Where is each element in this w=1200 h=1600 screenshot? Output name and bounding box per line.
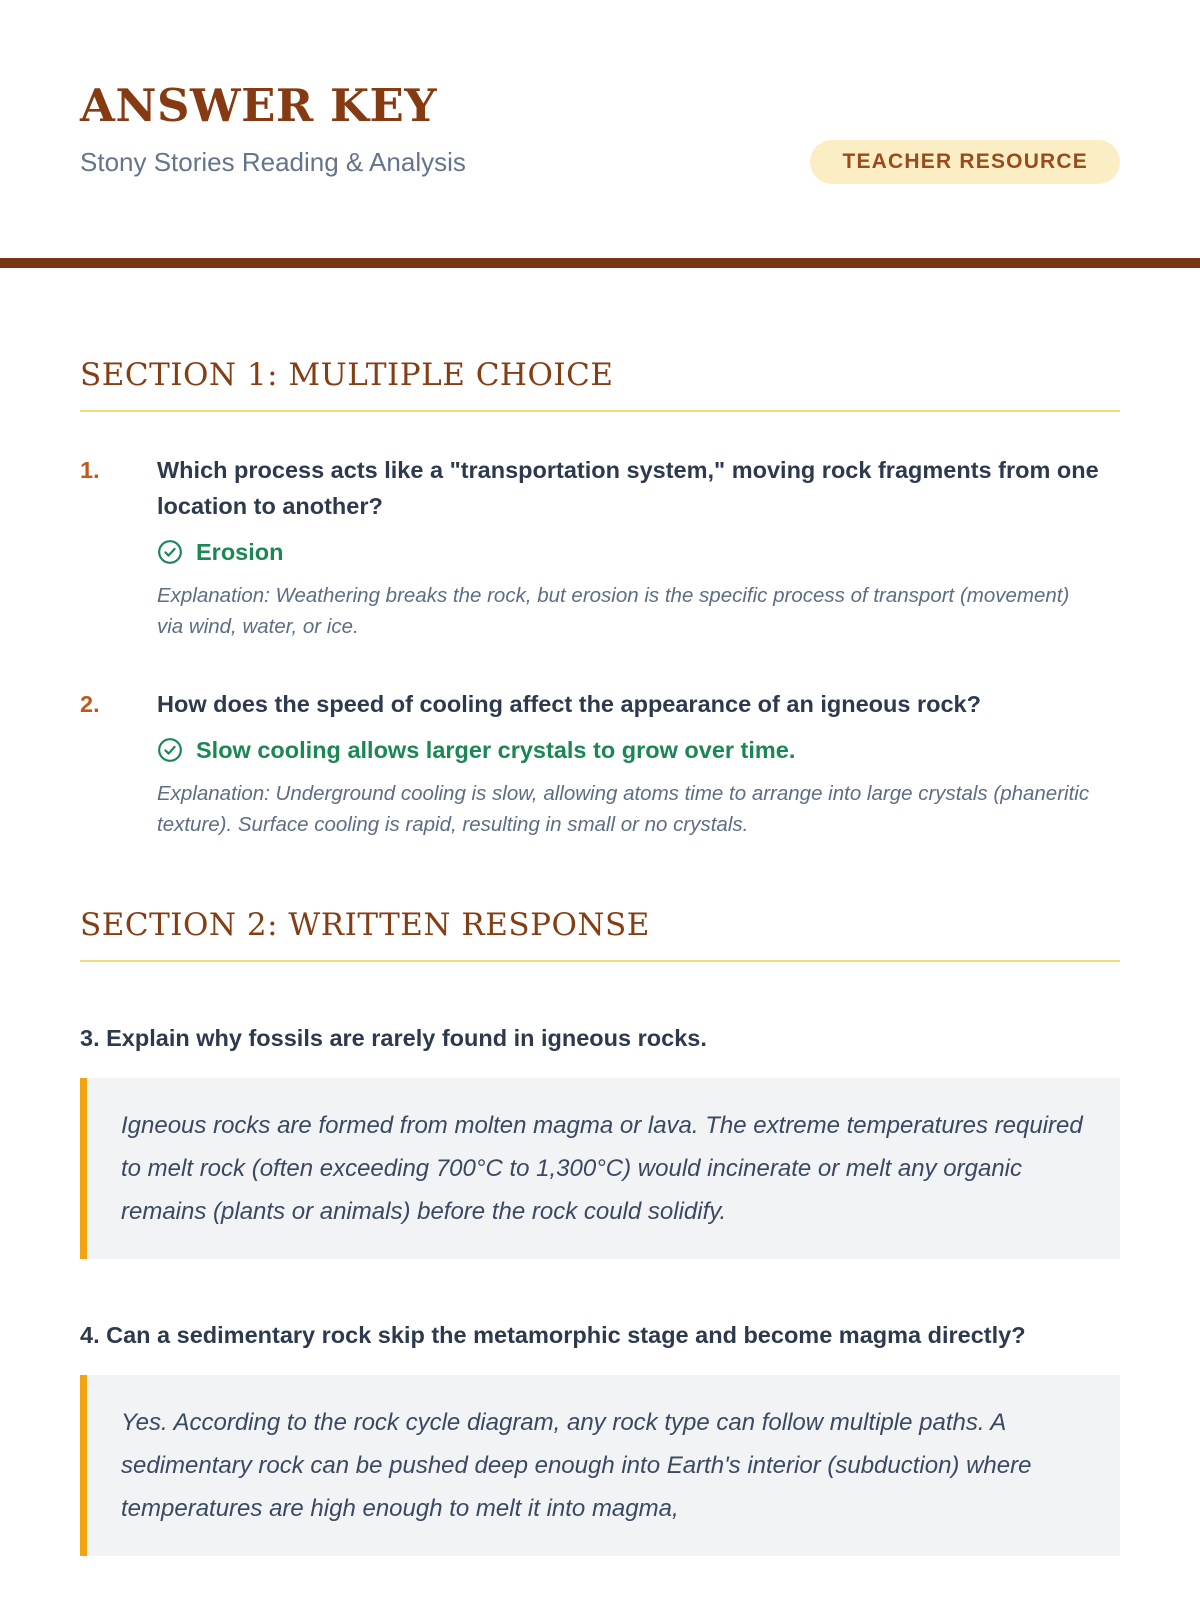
question-1-answer-text: Erosion <box>196 539 284 565</box>
header-divider <box>0 258 1200 268</box>
document-subtitle: Stony Stories Reading & Analysis <box>80 146 466 177</box>
question-1-text: Which process acts like a "transportation system," moving rock fragments from one location to another? <box>157 457 1099 519</box>
section-1-title: SECTION 1: MULTIPLE CHOICE <box>80 357 614 393</box>
question-2-answer-text: Slow cooling allows larger crystals to grow over time. <box>196 737 796 763</box>
question-2-body <box>157 686 1120 840</box>
document-body <box>0 356 1200 1556</box>
question-4-model-answer-box <box>80 1375 1120 1556</box>
question-2 <box>80 686 1120 840</box>
question-1 <box>80 452 1120 642</box>
question-4-text: 4. Can a sedimentary rock skip the metamorphic stage and become magma directly? <box>80 1322 1026 1348</box>
document-header <box>0 0 1200 184</box>
question-3-model-answer: Igneous rocks are formed from molten magma or lava. The extreme temperatures required to melt rock (often exceeding 700°C to 1,300°C) would incinerate or melt any organic remains (plants or animals) before the rock could solidify. <box>121 1112 1083 1225</box>
check-circle-icon <box>157 737 183 763</box>
question-2-text: How does the speed of cooling affect the appearance of an igneous rock? <box>157 691 981 717</box>
section-2-title: SECTION 2: WRITTEN RESPONSE <box>80 907 650 943</box>
question-2-explanation: Explanation: Underground cooling is slow, allowing atoms time to arrange into large crystals (phaneritic texture). Surface cooling is rapid, resulting in small or no crystals. <box>157 782 1090 836</box>
question-4-model-answer: Yes. According to the rock cycle diagram, any rock type can follow multiple paths. A sedimentary rock can be pushed deep enough into Earth's interior (subduction) where temperatures are high enough to melt it into magma, <box>121 1409 1032 1522</box>
question-1-body <box>157 452 1120 642</box>
section-multiple-choice <box>80 356 1120 840</box>
question-1-answer <box>157 538 1120 566</box>
question-2-answer <box>157 736 1120 764</box>
check-circle-icon <box>157 539 183 565</box>
question-3-model-answer-box <box>80 1078 1120 1259</box>
page-title: ANSWER KEY <box>80 79 437 132</box>
section-2-underline <box>80 960 1120 962</box>
question-1-number: 1. <box>80 457 100 483</box>
teacher-resource-badge: TEACHER RESOURCE <box>810 140 1120 184</box>
question-3-text: 3. Explain why fossils are rarely found in igneous rocks. <box>80 1025 707 1051</box>
section-1-underline <box>80 410 1120 412</box>
subtitle-row <box>80 140 1120 184</box>
question-2-number: 2. <box>80 691 100 717</box>
section-written-response <box>80 906 1120 1556</box>
question-1-explanation: Explanation: Weathering breaks the rock, but erosion is the specific process of transport (movement) via wind, water, or ice. <box>157 584 1070 638</box>
